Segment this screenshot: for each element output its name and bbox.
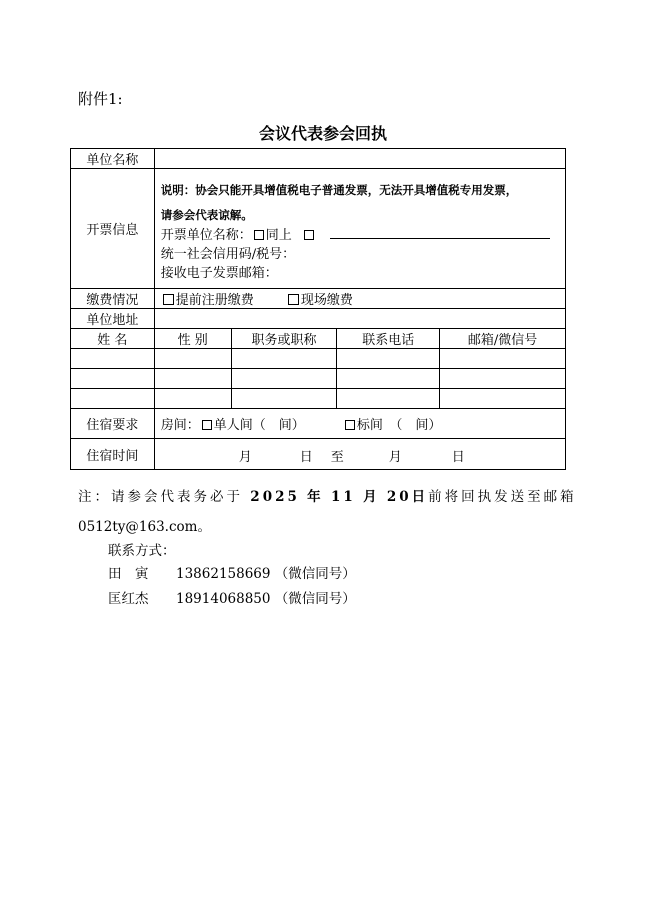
- prepay-label: 提前注册缴费: [175, 293, 254, 308]
- page-title: 会议代表参会回执: [258, 124, 387, 143]
- address-field[interactable]: [154, 309, 565, 329]
- stay-month-1: 月: [238, 450, 252, 465]
- other-unit-checkbox[interactable]: [304, 230, 314, 240]
- lodging-options: [154, 409, 565, 439]
- contact-row: [108, 562, 356, 582]
- attendee-phone-cell[interactable]: [337, 389, 440, 409]
- col-name-header: 姓 名: [71, 329, 155, 349]
- single-room-label: 单人间（ 间）: [213, 418, 305, 433]
- attendee-row: [71, 389, 566, 409]
- attendee-name-cell[interactable]: [71, 349, 155, 369]
- attendee-email-cell[interactable]: [440, 349, 566, 369]
- attendee-row: [71, 349, 566, 369]
- attendee-name-cell[interactable]: [71, 369, 155, 389]
- receipt-form-table: [70, 148, 566, 470]
- payment-options: [154, 289, 565, 309]
- invoice-unit-name-label: 开票单位名称：: [160, 228, 252, 243]
- deadline-note: [78, 485, 577, 505]
- attendee-phone-cell[interactable]: [337, 369, 440, 389]
- contact-phone: 18914068850: [176, 591, 271, 607]
- stay-day-2: 日: [451, 450, 465, 465]
- attendee-gender-cell[interactable]: [154, 349, 231, 369]
- same-as-above-checkbox[interactable]: [254, 230, 264, 240]
- deadline-year: 2025: [250, 489, 300, 505]
- single-room-checkbox[interactable]: [202, 420, 212, 430]
- attendee-title-cell[interactable]: [231, 389, 337, 409]
- stay-to: 至: [330, 450, 344, 465]
- col-title-header: 职务或职称: [231, 329, 337, 349]
- submission-email: 0512ty@163.com。: [78, 519, 211, 535]
- contact-phone: 13862158669: [176, 566, 271, 582]
- prepay-checkbox[interactable]: [163, 294, 174, 305]
- invoice-note-line1: 说明：协会只能开具增值税电子普通发票，无法开具增值税专用发票，: [160, 183, 518, 197]
- standard-room-label: 标间 （ 间）: [356, 418, 442, 433]
- payment-label: 缴费情况: [71, 289, 155, 309]
- onsite-pay-checkbox[interactable]: [288, 294, 299, 305]
- attendee-row: [71, 369, 566, 389]
- unit-name-label: 单位名称: [71, 149, 155, 169]
- col-gender-header: 性 别: [154, 329, 231, 349]
- note-suffix: 前将回执发送至邮箱: [428, 489, 577, 505]
- invoice-unit-name-row: [155, 226, 565, 245]
- standard-room-checkbox[interactable]: [345, 420, 355, 430]
- deadline-day: 20: [386, 489, 412, 505]
- email-label: 接收电子发票邮箱：: [160, 266, 278, 281]
- contact-name: 匡红杰: [108, 591, 149, 607]
- attendee-gender-cell[interactable]: [154, 369, 231, 389]
- attendee-name-cell[interactable]: [71, 389, 155, 409]
- attendee-email-cell[interactable]: [440, 389, 566, 409]
- invoice-unit-name-input[interactable]: [330, 228, 550, 239]
- col-phone-header: 联系电话: [337, 329, 440, 349]
- contact-note: （微信同号）: [274, 566, 356, 582]
- deadline-month: 11: [330, 489, 356, 505]
- deadline-day-unit: 日: [411, 489, 429, 505]
- stay-day-1: 日: [299, 450, 313, 465]
- attendee-phone-cell[interactable]: [337, 349, 440, 369]
- invoice-info-cell: [154, 169, 565, 289]
- onsite-pay-label: 现场缴费: [300, 293, 353, 308]
- attendee-header-row: [71, 329, 566, 349]
- col-email-header: 邮箱/微信号: [440, 329, 566, 349]
- room-label: 房间：: [160, 418, 200, 433]
- address-label: 单位地址: [71, 309, 155, 329]
- invoice-info-label: 开票信息: [71, 169, 155, 289]
- stay-time-label: 住宿时间: [71, 439, 155, 470]
- unit-name-field[interactable]: [154, 149, 565, 169]
- credit-code-label: 统一社会信用码/税号：: [160, 247, 296, 262]
- contact-note: （微信同号）: [274, 591, 356, 607]
- stay-month-2: 月: [388, 450, 402, 465]
- deadline-month-unit: 月: [363, 489, 380, 505]
- note-prefix: 注：请参会代表务必于: [78, 489, 243, 505]
- contact-title: 联系方式：: [108, 543, 176, 559]
- attendee-email-cell[interactable]: [440, 369, 566, 389]
- contact-name: 田 寅: [108, 566, 149, 582]
- attendee-title-cell[interactable]: [231, 349, 337, 369]
- deadline-year-unit: 年: [307, 489, 324, 505]
- attendee-title-cell[interactable]: [231, 369, 337, 389]
- attendee-gender-cell[interactable]: [154, 389, 231, 409]
- attachment-label: 附件1:: [78, 90, 123, 108]
- contact-row: [108, 587, 356, 607]
- invoice-note-line2: 请参会代表谅解。: [160, 208, 253, 222]
- same-as-above-label: 同上: [265, 228, 292, 243]
- stay-time-field[interactable]: [154, 439, 565, 470]
- lodging-label: 住宿要求: [71, 409, 155, 439]
